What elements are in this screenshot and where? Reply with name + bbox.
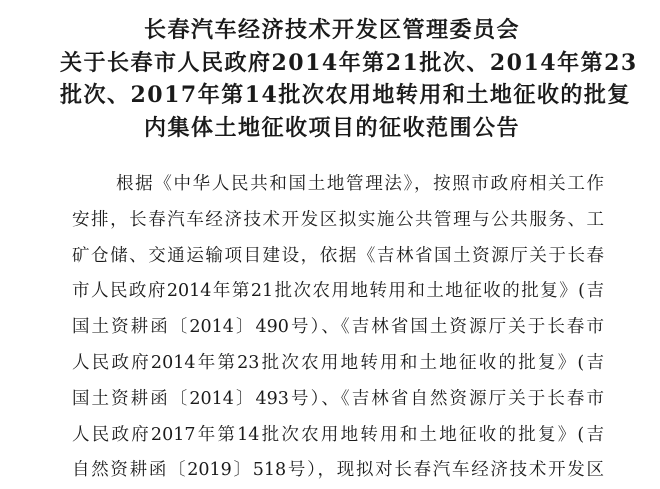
- body-line-8: 人民政府2017年第14批次农用地转用和土地征收的批复》(吉: [72, 424, 604, 445]
- body-line-2: 安排，长春汽车经济技术开发区拟实施公共管理与公共服务、工: [72, 209, 604, 230]
- body-paragraph: [72, 167, 604, 489]
- title-line-4: 内集体土地征收项目的征收范围公告: [143, 114, 520, 141]
- body-line-4: 市人民政府2014年第21批次农用地转用和土地征收的批复》(吉: [72, 281, 604, 302]
- body-line-1: 根据《中华人民共和国土地管理法》，按照市政府相关工作: [116, 174, 604, 194]
- body-line-3: 矿仓储、交通运输项目建设，依据《吉林省国土资源厅关于长春: [72, 245, 604, 266]
- document-title: [60, 14, 638, 144]
- body-line-7: 国土资耕函〔2014〕493号）、《吉林省自然资源厅关于长春市: [72, 388, 604, 409]
- body-line-9: 自然资耕函〔2019〕518号），现拟对长春汽车经济技术开发区: [72, 460, 604, 481]
- body-line-6: 人民政府2014年第23批次农用地转用和土地征收的批复》(吉: [72, 352, 604, 373]
- title-line-3: 批次、2017年第14批次农用地转用和土地征收的批复: [60, 82, 631, 108]
- body-line-5: 国土资耕函〔2014〕490号）、《吉林省国土资源厅关于长春市: [72, 317, 604, 338]
- title-line-2: 关于长春市人民政府2014年第21批次、2014年第23: [60, 49, 638, 76]
- title-line-1: 长春汽车经济技术开发区管理委员会: [143, 17, 520, 43]
